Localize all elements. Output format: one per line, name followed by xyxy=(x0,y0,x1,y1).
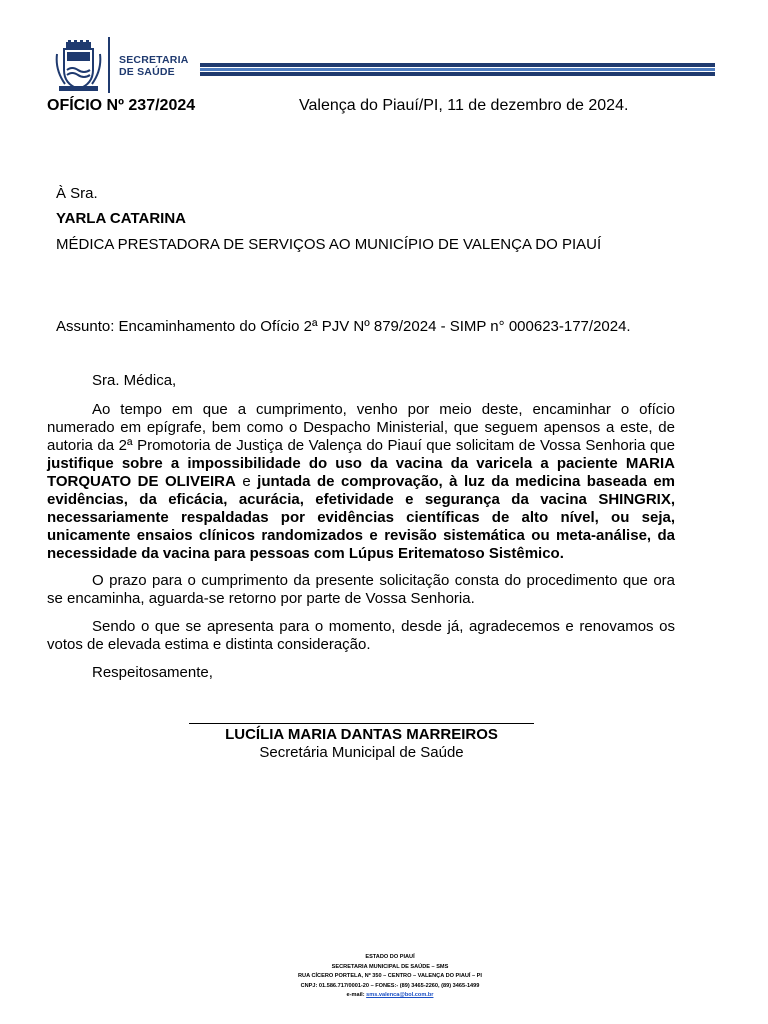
recipient-salutation: À Sra. xyxy=(56,185,98,202)
footer-line-3: RUA CÍCERO PORTELA, Nº 350 – CENTRO – VALENÇA DO PIAUÍ – PI xyxy=(298,973,482,980)
footer-line-2: SECRETARIA MUNICIPAL DE SAÚDE – SMS xyxy=(331,963,449,970)
brand-line-2: DE SAÚDE xyxy=(119,66,175,78)
p1-bold-2: juntada de comprovação, à luz da medicina baseada em evidências, da eficácia, acurácia, efetividade e segurança da vacina SHINGRIX, necessariamente respaldadas por evidências científicas de alto nível, ou seja, unicamente ensaios clínicos randomizados e revisão sistemática ou meta-análise, da necessidade da vacina para pessoas com Lúpus Eritematoso Sistêmico. xyxy=(47,473,675,562)
recipient-name: YARLA CATARINA xyxy=(56,210,186,227)
signatory-role: Secretária Municipal de Saúde xyxy=(259,744,464,761)
footer xyxy=(200,953,580,1001)
brand-line-1: SECRETARIA xyxy=(119,54,189,66)
document-number: OFÍCIO Nº 237/2024 xyxy=(47,97,196,114)
body-paragraph-3: Sendo o que se apresenta para o momento, desde já, agradecemos e renovamos os votos de elevada estima e distinta consideração. xyxy=(47,618,675,653)
header-stripes xyxy=(200,63,715,77)
body-paragraph-2: O prazo para o cumprimento da presente solicitação consta do procedimento que ora se encaminha, aguarda-se retorno por parte de Vossa Senhoria. xyxy=(47,572,675,607)
subject-line: Assunto: Encaminhamento do Ofício 2ª PJV Nº 879/2024 - SIMP n° 000623-177/2024. xyxy=(56,318,631,335)
footer-email-link[interactable]: sms.valenca@bol.com.br xyxy=(366,992,434,999)
municipal-crest-icon xyxy=(55,40,102,92)
recipient-role: MÉDICA PRESTADORA DE SERVIÇOS AO MUNICÍPIO DE VALENÇA DO PIAUÍ xyxy=(56,236,602,253)
footer-line-4: CNPJ: 01.586.717/0001-20 – FONES:- (89) 3465-2260, (89) 3465-1499 xyxy=(300,982,480,989)
greeting: Sra. Médica, xyxy=(92,372,177,389)
date-line: Valença do Piauí/PI, 11 de dezembro de 2024. xyxy=(299,97,629,114)
footer-email-row xyxy=(200,991,580,1001)
brand-label xyxy=(119,54,188,78)
p1-bold-1: justifique sobre a impossibilidade do uso da vacina da varicela a paciente MARIA TORQUATO DE OLIVEIRA xyxy=(47,455,675,490)
signatory-name: LUCÍLIA MARIA DANTAS MARREIROS xyxy=(225,726,498,743)
footer-line-1: ESTADO DO PIAUÍ xyxy=(365,954,415,960)
p1-text-2: e xyxy=(235,473,258,490)
closing: Respeitosamente, xyxy=(92,664,213,681)
body-paragraph-1 xyxy=(47,401,675,563)
p1-text-1: Ao tempo em que a cumprimento, venho por meio deste, encaminhar o ofício numerado em epígrafe, bem como o Despacho Ministerial, que seguem apensos a este, de autoria da 2ª Promotoria de Justiça de Valença do Piauí que solicitam de Vossa Senhoria que xyxy=(47,401,675,454)
footer-email-label: e-mail: xyxy=(346,992,367,999)
signature-line xyxy=(189,723,534,724)
header-divider xyxy=(108,37,110,93)
